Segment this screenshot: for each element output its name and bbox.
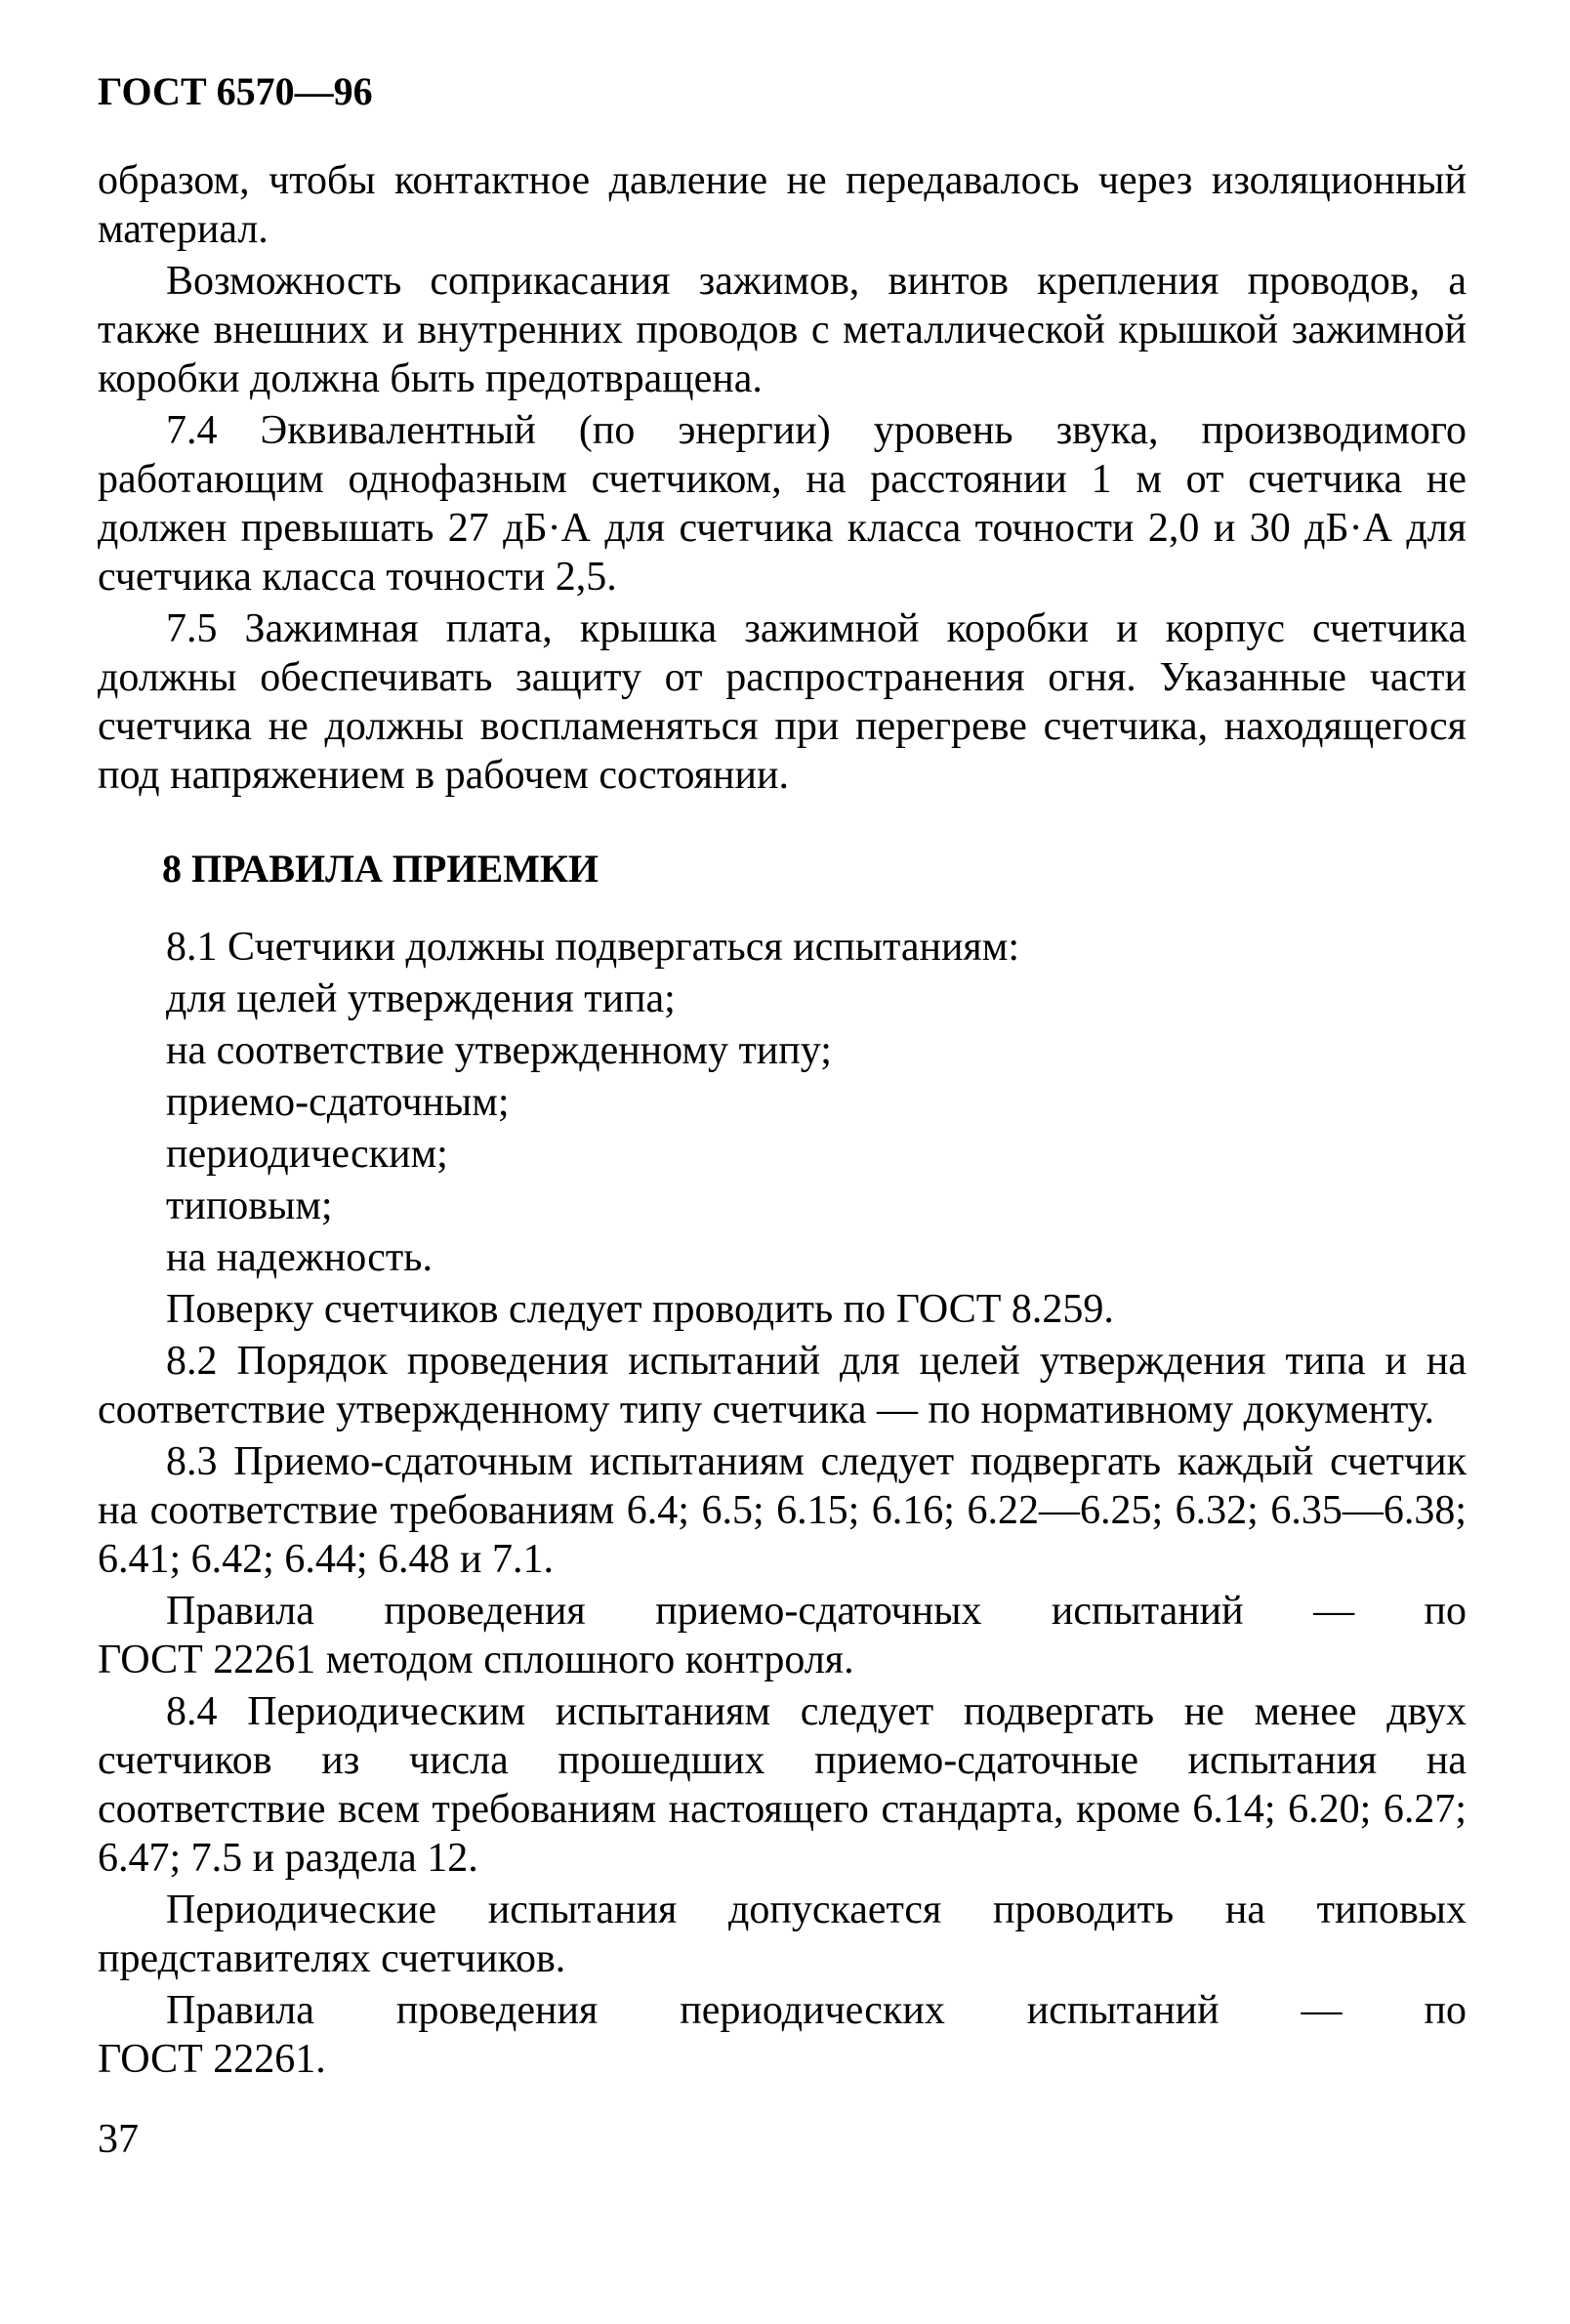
paragraph-continuation: образом, чтобы контактное давление не передавалось через изоляционный материал. [98,158,1467,252]
paragraph-8-3-rules-line2: ГОСТ 22261 методом сплошного контроля. [98,1638,854,1682]
paragraph-8-2: 8.2 Порядок проведения испытаний для целей утверждения типа и на соответствие утвержденному типу счетчика — по нормативному документу. [98,1339,1467,1432]
paragraph-terminal-contact: Возможность соприкасания зажимов, винтов крепления проводов, а также внешних и внутренних проводов с металлической крышкой зажимной коробки должна быть предотвращена. [98,259,1467,401]
section-title: 8 ПРАВИЛА ПРИЕМКИ [162,847,599,891]
paragraph-8-4: 8.4 Периодическим испытаниям следует подвергать не менее двух счетчиков из числа прошедших приемо-сдаточные испытания на соответствие всем требованиям настоящего стандарта, кроме 6.14; 6.20; 6.27; 6.47; 7.5 и раздела 12. [98,1689,1467,1881]
paragraph-8-4-rules-line1: Правила проведения периодических испытаний — по [166,1988,1467,2033]
list-item: на соответствие утвержденному типу; [166,1028,832,1073]
paragraph-verification: Поверку счетчиков следует проводить по ГОСТ 8.259. [166,1287,1114,1332]
page-number: 37 [98,2117,139,2162]
paragraph-7-4: 7.4 Эквивалентный (по энергии) уровень звука, производимого работающим однофазным счетчиком, на расстоянии 1 м от счетчика не должен превышать 27 дБ·А для счетчика класса точности 2,0 и 30 дБ·А для счетчика класса точности 2,5. [98,408,1467,600]
paragraph-7-5: 7.5 Зажимная плата, крышка зажимной коробки и корпус счетчика должны обеспечивать защиту от распространения огня. Указанные части счетчика не должны воспламеняться при перегреве счетчика, находящегося под напряжением в рабочем состоянии. [98,606,1467,798]
document-page [98,61,1467,2087]
paragraph-8-4-note: Периодические испытания допускается проводить на типовых представителях счетчиков. [98,1888,1467,1981]
document-header: ГОСТ 6570—96 [98,69,373,113]
list-item: для целей утверждения типа; [166,976,676,1021]
paragraph-8-3-rules-line1: Правила проведения приемо-сдаточных испытаний — по [166,1589,1467,1634]
list-item: типовым; [166,1183,333,1228]
paragraph-8-3: 8.3 Приемо-сдаточным испытаниям следует подвергать каждый счетчик на соответствие требованиям 6.4; 6.5; 6.15; 6.16; 6.22—6.25; 6.32; 6.35—6.38; 6.41; 6.42; 6.44; 6.48 и 7.1. [98,1439,1467,1582]
paragraph-8-4-rules-line2: ГОСТ 22261. [98,2037,326,2082]
list-item: приемо-сдаточным; [166,1080,510,1125]
paragraph-8-1: 8.1 Счетчики должны подвергаться испытаниям: [166,925,1020,970]
list-item: на надежность. [166,1235,433,1280]
list-item: периодическим; [166,1132,448,1177]
